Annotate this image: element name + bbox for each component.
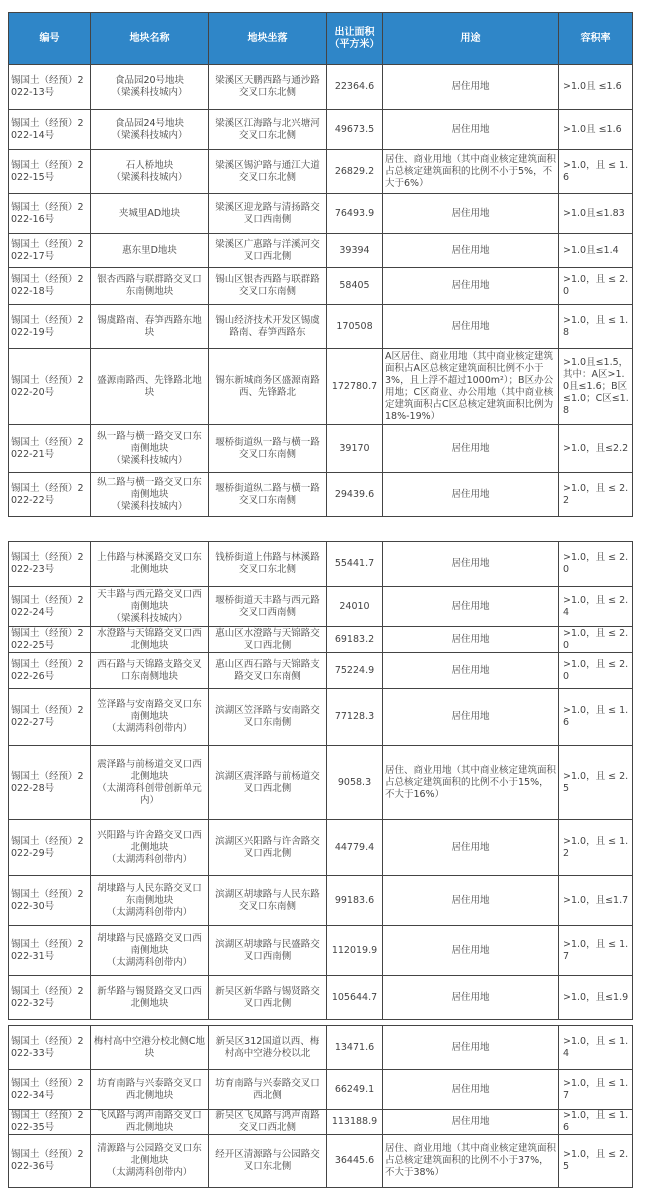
plot-code: 锡国土（经预）2022-13号 (9, 65, 91, 110)
table-row (9, 542, 633, 587)
plot-use: 居住用地 (383, 1070, 559, 1110)
plot-use: 居住用地 (383, 976, 559, 1020)
plot-code: 锡国土（经预）2022-18号 (9, 268, 91, 305)
table-row (9, 653, 633, 689)
table-row (9, 976, 633, 1020)
plot-use: A区居住、商业用地（其中商业核定建筑面积占A区总核定建筑面积比例不小于3%，且上浮不超过1000m²）；B区办公用地；C区商业、办公用地（其中商业核定建筑面积占C区总核定建筑面积比例为18%-19%） (383, 349, 559, 425)
plot-name: 清源路与公园路交叉口东北侧地块 (97, 1143, 202, 1166)
plot-location: 滨湖区胡埭路与民盛路交叉口西南侧 (209, 926, 327, 976)
plot-name-cell (91, 150, 209, 194)
plot-far: >1.0，且 ≤ 2.0 (559, 268, 633, 305)
plot-area: 49673.5 (327, 110, 383, 150)
plot-name-cell (91, 627, 209, 653)
plot-location: 锡东新城商务区盛源南路西、先锋路北 (209, 349, 327, 425)
plot-far: >1.0且≤1.5，其中：A区>1.0且≤1.6；B区≤1.0；C区≤1.8 (559, 349, 633, 425)
plot-name-cell (91, 110, 209, 150)
table-row (9, 268, 633, 305)
plot-name-cell (91, 65, 209, 110)
table-header-row (9, 13, 633, 65)
plot-name-cell (91, 1026, 209, 1070)
plot-location: 经开区清源路与公园路交叉口东北侧 (209, 1135, 327, 1188)
plot-area: 58405 (327, 268, 383, 305)
plot-zone-note: （梁溪科技城内） (111, 612, 188, 624)
plot-location: 锡山经济技术开发区锡虞路南、春笋西路东 (209, 305, 327, 349)
plot-name: 纵一路与横一路交叉口东南侧地块 (97, 430, 202, 454)
table-row (9, 1135, 633, 1188)
plot-name: 纵二路与横一路交叉口东南侧地块 (97, 476, 202, 500)
table-row (9, 587, 633, 627)
plot-name: 飞凤路与鸿声南路交叉口西北侧地块 (97, 1110, 202, 1133)
plot-far: >1.0，且 ≤ 1.6 (559, 1110, 633, 1135)
plot-area: 66249.1 (327, 1070, 383, 1110)
plot-use: 居住用地 (383, 268, 559, 305)
plot-far: >1.0，且 ≤ 1.7 (559, 1070, 633, 1110)
plot-location: 滨湖区兴阳路与许舍路交叉口西北侧 (209, 820, 327, 876)
plot-use: 居住用地 (383, 587, 559, 627)
plot-use: 居住用地 (383, 425, 559, 473)
table-row (9, 820, 633, 876)
plot-use: 居住用地 (383, 689, 559, 746)
plot-name: 惠东里D地块 (122, 244, 177, 256)
plot-name: 银杏西路与联群路交叉口东南侧地块 (97, 274, 202, 297)
plot-use: 居住、商业用地（其中商业核定建筑面积占总核定建筑面积的比例不小于37%，不大于38%） (383, 1135, 559, 1188)
plot-name-cell (91, 926, 209, 976)
plot-location: 钱桥街道上伟路与林溪路交叉口东北侧 (209, 542, 327, 587)
plot-location: 梁溪区天鹏西路与通沙路交叉口东北侧 (209, 65, 327, 110)
plot-far: >1.0且 ≤1.6 (559, 65, 633, 110)
plot-use: 居住用地 (383, 820, 559, 876)
plot-location: 梁溪区迎龙路与清扬路交叉口西南侧 (209, 194, 327, 234)
plot-far: >1.0，且≤1.9 (559, 976, 633, 1020)
plot-code: 锡国土（经预）2022-30号 (9, 876, 91, 926)
plot-location: 锡山区银杏西路与联群路交叉口东南侧 (209, 268, 327, 305)
plot-code: 锡国土（经预）2022-19号 (9, 305, 91, 349)
plot-code: 锡国土（经预）2022-32号 (9, 976, 91, 1020)
plot-name-cell (91, 349, 209, 425)
plot-zone-note: （梁溪科技城内） (111, 500, 188, 512)
plot-code: 锡国土（经预）2022-23号 (9, 542, 91, 587)
plot-name-cell (91, 1070, 209, 1110)
plot-area: 44779.4 (327, 820, 383, 876)
land-table-1 (8, 12, 633, 517)
plot-far: >1.0且≤1.83 (559, 194, 633, 234)
plot-zone-note: （太湖湾科创带内） (106, 853, 193, 865)
plot-area: 75224.9 (327, 653, 383, 689)
plot-name-cell (91, 876, 209, 926)
plot-location: 惠山区西石路与天锦路支路交叉口东南侧 (209, 653, 327, 689)
plot-far: >1.0，且 ≤ 1.6 (559, 150, 633, 194)
plot-zone-note: （梁溪科技城内） (111, 87, 188, 98)
plot-code: 锡国土（经预）2022-36号 (9, 1135, 91, 1188)
plot-location: 梁溪区广惠路与洋溪河交叉口西北侧 (209, 234, 327, 268)
table-row (9, 876, 633, 926)
plot-code: 锡国土（经预）2022-17号 (9, 234, 91, 268)
plot-area: 113188.9 (327, 1110, 383, 1135)
table-row (9, 473, 633, 517)
plot-far: >1.0，且 ≤ 2.2 (559, 473, 633, 517)
plot-area: 29439.6 (327, 473, 383, 517)
plot-area: 112019.9 (327, 926, 383, 976)
plot-far: >1.0，且 ≤ 1.2 (559, 820, 633, 876)
plot-name: 梅村高中空港分校北侧C地块 (93, 1035, 206, 1059)
plot-name: 盛源南路西、先锋路北地块 (97, 374, 202, 398)
plot-zone-note: （太湖湾科创带内） (106, 956, 193, 968)
plot-use: 居住用地 (383, 926, 559, 976)
plot-far: >1.0，且 ≤ 2.0 (559, 653, 633, 689)
land-table-3 (8, 1025, 633, 1188)
plot-area: 36445.6 (327, 1135, 383, 1188)
plot-name-cell (91, 587, 209, 627)
plot-location: 堰桥街道纵二路与横一路交叉口东南侧 (209, 473, 327, 517)
plot-far: >1.0且≤1.4 (559, 234, 633, 268)
plot-name-cell (91, 305, 209, 349)
plot-name-cell (91, 1135, 209, 1188)
plot-location: 惠山区水澄路与天锦路交叉口西北侧 (209, 627, 327, 653)
plot-area: 76493.9 (327, 194, 383, 234)
plot-zone-note: （太湖湾科创带内） (106, 723, 193, 734)
plot-name: 上伟路与林溪路交叉口东北侧地块 (97, 552, 202, 575)
plot-name: 锡虞路南、春笋西路东地块 (97, 314, 202, 338)
plot-zone-note: （梁溪科技城内） (111, 454, 188, 466)
plot-area: 69183.2 (327, 627, 383, 653)
plot-area: 24010 (327, 587, 383, 627)
table-row (9, 425, 633, 473)
header-far: 容积率 (559, 13, 633, 65)
plot-code: 锡国土（经预）2022-15号 (9, 150, 91, 194)
plot-name-cell (91, 542, 209, 587)
table-row (9, 627, 633, 653)
plot-name-cell (91, 194, 209, 234)
table-row (9, 1070, 633, 1110)
land-table-2 (8, 541, 633, 1020)
plot-location: 坊育南路与兴泰路交叉口西北侧 (209, 1070, 327, 1110)
plot-location: 梁溪区江海路与北兴塘河交叉口东北侧 (209, 110, 327, 150)
plot-far: >1.0，且 ≤ 2.5 (559, 1135, 633, 1188)
plot-code: 锡国土（经预）2022-27号 (9, 689, 91, 746)
plot-area: 26829.2 (327, 150, 383, 194)
table-row (9, 1110, 633, 1135)
plot-code: 锡国土（经预）2022-34号 (9, 1070, 91, 1110)
table-row (9, 1026, 633, 1070)
table-row (9, 746, 633, 820)
plot-far: >1.0，且 ≤ 1.6 (559, 689, 633, 746)
plot-name-cell (91, 820, 209, 876)
plot-location: 新吴区飞凤路与鸿声南路交叉口西北侧 (209, 1110, 327, 1135)
plot-code: 锡国土（经预）2022-16号 (9, 194, 91, 234)
plot-area: 39394 (327, 234, 383, 268)
table-row (9, 150, 633, 194)
plot-name-cell (91, 473, 209, 517)
plot-name: 夹城里AD地块 (118, 207, 181, 219)
plot-name: 天丰路与西元路交叉口西南侧地块 (97, 588, 202, 612)
plot-far: >1.0，且 ≤ 2.0 (559, 542, 633, 587)
plot-name-cell (91, 425, 209, 473)
plot-use: 居住用地 (383, 1026, 559, 1070)
plot-far: >1.0，且≤2.2 (559, 425, 633, 473)
plot-location: 梁溪区锡沪路与通江大道交叉口东北侧 (209, 150, 327, 194)
table-row (9, 305, 633, 349)
plot-zone-note: （太湖湾科创带内） (106, 1167, 193, 1178)
plot-code: 锡国土（经预）2022-28号 (9, 746, 91, 820)
plot-name: 胡埭路与人民东路交叉口东南侧地块 (97, 882, 202, 906)
plot-location: 堰桥街道纵一路与横一路交叉口东南侧 (209, 425, 327, 473)
plot-name: 笠泽路与安南路交叉口东南侧地块 (97, 699, 202, 722)
plot-far: >1.0，且 ≤ 2.0 (559, 627, 633, 653)
plot-code: 锡国土（经预）2022-22号 (9, 473, 91, 517)
plot-use: 居住用地 (383, 110, 559, 150)
plot-area: 9058.3 (327, 746, 383, 820)
plot-name: 西石路与天锦路支路交叉口东南侧地块 (97, 658, 202, 682)
plot-name: 坊育南路与兴泰路交叉口西北侧地块 (97, 1077, 202, 1101)
plot-code: 锡国土（经预）2022-26号 (9, 653, 91, 689)
plot-name-cell (91, 1110, 209, 1135)
plot-area: 99183.6 (327, 876, 383, 926)
plot-use: 居住用地 (383, 876, 559, 926)
table-row (9, 349, 633, 425)
plot-name-cell (91, 653, 209, 689)
plot-name: 兴阳路与许舍路交叉口西北侧地块 (97, 829, 202, 853)
plot-location: 堰桥街道天丰路与西元路交叉口西南侧 (209, 587, 327, 627)
header-area: 出让面积（平方米） (327, 13, 383, 65)
plot-far: >1.0且 ≤1.6 (559, 110, 633, 150)
plot-area: 22364.6 (327, 65, 383, 110)
plot-far: >1.0，且≤1.7 (559, 876, 633, 926)
table-row (9, 234, 633, 268)
plot-use: 居住用地 (383, 542, 559, 587)
header-use: 用途 (383, 13, 559, 65)
plot-use: 居住用地 (383, 305, 559, 349)
plot-use: 居住用地 (383, 627, 559, 653)
plot-zone-note: （太湖湾科创带创新单元内） (97, 782, 202, 806)
header-name: 地块名称 (91, 13, 209, 65)
header-location: 地块坐落 (209, 13, 327, 65)
plot-use: 居住用地 (383, 65, 559, 110)
plot-code: 锡国土（经预）2022-35号 (9, 1110, 91, 1135)
plot-zone-note: （梁溪科技城内） (111, 129, 188, 141)
plot-name: 水澄路与天锦路交叉口西北侧地块 (97, 627, 202, 651)
plot-use: 居住、商业用地（其中商业核定建筑面积占总核定建筑面积的比例不小于15%，不大于16%） (383, 746, 559, 820)
plot-area: 39170 (327, 425, 383, 473)
plot-location: 滨湖区笠泽路与安南路交叉口东南侧 (209, 689, 327, 746)
plot-name-cell (91, 268, 209, 305)
plot-use: 居住用地 (383, 194, 559, 234)
plot-name-cell (91, 746, 209, 820)
plot-use: 居住用地 (383, 1110, 559, 1135)
plot-far: >1.0，且 ≤ 2.5 (559, 746, 633, 820)
plot-code: 锡国土（经预）2022-25号 (9, 627, 91, 653)
plot-use: 居住、商业用地（其中商业核定建筑面积占总核定建筑面积的比例不小于5%，不大于6%） (383, 150, 559, 194)
plot-far: >1.0，且 ≤ 1.4 (559, 1026, 633, 1070)
plot-area: 172780.7 (327, 349, 383, 425)
table-row (9, 194, 633, 234)
plot-far: >1.0，且 ≤ 2.4 (559, 587, 633, 627)
plot-location: 新吴区新华路与锡贤路交叉口西北侧 (209, 976, 327, 1020)
plot-code: 锡国土（经预）2022-24号 (9, 587, 91, 627)
plot-name-cell (91, 234, 209, 268)
plot-name: 食品园20号地块 (114, 75, 185, 86)
plot-code: 锡国土（经预）2022-31号 (9, 926, 91, 976)
plot-area: 170508 (327, 305, 383, 349)
plot-use: 居住用地 (383, 653, 559, 689)
plot-area: 77128.3 (327, 689, 383, 746)
plot-zone-note: （梁溪科技城内） (111, 171, 188, 183)
plot-code: 锡国土（经预）2022-33号 (9, 1026, 91, 1070)
plot-area: 105644.7 (327, 976, 383, 1020)
plot-area: 13471.6 (327, 1026, 383, 1070)
plot-name: 新华路与锡贤路交叉口西北侧地块 (97, 985, 202, 1009)
plot-code: 锡国土（经预）2022-29号 (9, 820, 91, 876)
plot-area: 55441.7 (327, 542, 383, 587)
table-row (9, 110, 633, 150)
table-row (9, 689, 633, 746)
plot-name-cell (91, 689, 209, 746)
plot-far: >1.0，且 ≤ 1.7 (559, 926, 633, 976)
plot-name: 震泽路与前杨道交叉口西北侧地块 (97, 758, 202, 782)
header-code: 编号 (9, 13, 91, 65)
plot-location: 滨湖区震泽路与前杨道交叉口西北侧 (209, 746, 327, 820)
plot-code: 锡国土（经预）2022-14号 (9, 110, 91, 150)
plot-name-cell (91, 976, 209, 1020)
plot-name: 石人桥地块 (125, 159, 174, 171)
plot-zone-note: （太湖湾科创带内） (106, 906, 193, 918)
plot-location: 滨湖区胡埭路与人民东路交叉口东南侧 (209, 876, 327, 926)
plot-code: 锡国土（经预）2022-20号 (9, 349, 91, 425)
plot-use: 居住用地 (383, 234, 559, 268)
plot-code: 锡国土（经预）2022-21号 (9, 425, 91, 473)
table-row (9, 65, 633, 110)
table-row (9, 926, 633, 976)
plot-name: 胡埭路与民盛路交叉口西南侧地块 (97, 932, 202, 956)
plot-name: 食品园24号地块 (114, 117, 185, 129)
plot-far: >1.0，且 ≤ 1.8 (559, 305, 633, 349)
plot-location: 新吴区312国道以西、梅村高中空港分校以北 (209, 1026, 327, 1070)
plot-use: 居住用地 (383, 473, 559, 517)
